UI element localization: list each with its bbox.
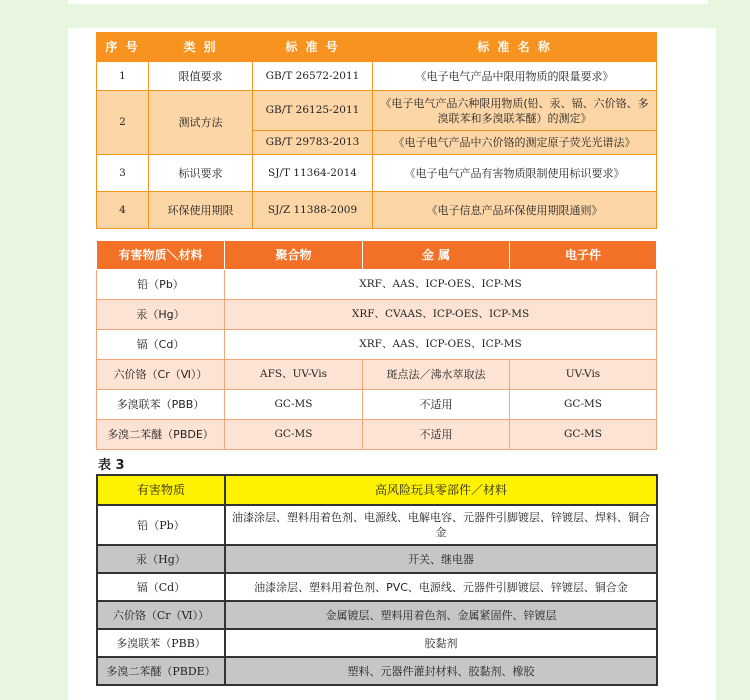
row-parts: 油漆涂层、塑料用着色剂、PVC、电源线、元器件引脚镀层、锌镀层、铜合金 (225, 573, 657, 601)
table3-label: 表 3 (98, 458, 125, 473)
high-risk-parts-table (96, 474, 658, 686)
row-name: 《电子信息产品环保使用期限通则》 (373, 192, 657, 229)
row-parts: 塑料、元器件灌封材料、胶黏剂、橡胶 (225, 657, 657, 685)
row-substance: 六价铬（Cr（Ⅵ）） (97, 360, 225, 390)
page-margin-right (716, 0, 750, 700)
row-standard: GB/T 26572-2011 (253, 62, 373, 91)
table-row (97, 420, 657, 450)
table-row (97, 505, 657, 545)
header-parts: 高风险玩具零部件／材料 (225, 475, 657, 505)
row-category: 环保使用期限 (149, 192, 253, 229)
table-header-row (97, 33, 657, 62)
table-row (97, 573, 657, 601)
page-top-strip (68, 0, 708, 4)
row-substance: 多溴二苯醚（PBDE） (97, 657, 225, 685)
row-electronic: GC-MS (510, 390, 657, 420)
table-row (97, 657, 657, 685)
row-methods: XRF、AAS、ICP-OES、ICP-MS (225, 330, 657, 360)
header-substance: 有害物质 (97, 475, 225, 505)
row-substance: 铅（Pb） (97, 505, 225, 545)
row-electronic: GC-MS (510, 420, 657, 450)
row-methods: XRF、CVAAS、ICP-OES、ICP-MS (225, 300, 657, 330)
table-row (97, 390, 657, 420)
row-parts: 油漆涂层、塑料用着色剂、电源线、电解电容、元器件引脚镀层、锌镀层、焊料、铜合金 (225, 505, 657, 545)
row-polymer: GC-MS (225, 390, 363, 420)
row-standard: SJ/Z 11388-2009 (253, 192, 373, 229)
row-substance: 镉（Cd） (97, 330, 225, 360)
row-metal: 不适用 (363, 420, 510, 450)
test-methods-table (96, 240, 657, 450)
table-row (97, 360, 657, 390)
row-parts: 金属镀层、塑料用着色剂、金属紧固件、锌镀层 (225, 601, 657, 629)
row-category: 测试方法 (149, 91, 253, 155)
table-row (97, 601, 657, 629)
table-header-row (97, 241, 657, 270)
table-row (97, 91, 657, 131)
table-row (97, 300, 657, 330)
header-metal: 金 属 (363, 241, 510, 270)
header-substance: 有害物质＼材料 (97, 241, 225, 270)
header-category: 类 别 (149, 33, 253, 62)
table-row (97, 62, 657, 91)
row-substance: 汞（Hg） (97, 300, 225, 330)
row-name: 《电子电气产品中六价铬的测定原子荧光光谱法》 (373, 131, 657, 155)
row-substance: 镉（Cd） (97, 573, 225, 601)
row-parts: 胶黏剂 (225, 629, 657, 657)
header-electronic: 电子件 (510, 241, 657, 270)
row-standard: GB/T 26125-2011 (253, 91, 373, 131)
header-no: 序 号 (97, 33, 149, 62)
table-row (97, 270, 657, 300)
row-substance: 铅（Pb） (97, 270, 225, 300)
row-substance: 多溴联苯（PBB） (97, 390, 225, 420)
row-substance: 六价铬（Cr（Ⅵ）） (97, 601, 225, 629)
standards-table (96, 32, 657, 229)
row-polymer: GC-MS (225, 420, 363, 450)
row-methods: XRF、AAS、ICP-OES、ICP-MS (225, 270, 657, 300)
row-name: 《电子电气产品中限用物质的限量要求》 (373, 62, 657, 91)
table-row (97, 155, 657, 192)
row-standard: SJ/T 11364-2014 (253, 155, 373, 192)
row-no: 3 (97, 155, 149, 192)
row-substance: 多溴联苯（PBB） (97, 629, 225, 657)
row-category: 标识要求 (149, 155, 253, 192)
row-metal: 不适用 (363, 390, 510, 420)
page-margin-top (68, 0, 716, 28)
row-substance: 多溴二苯醚（PBDE） (97, 420, 225, 450)
page-margin-left (0, 0, 68, 700)
row-name: 《电子电气产品有害物质限制使用标识要求》 (373, 155, 657, 192)
table-row (97, 629, 657, 657)
table-row (97, 330, 657, 360)
row-metal: 斑点法／沸水萃取法 (363, 360, 510, 390)
header-name: 标 准 名 称 (373, 33, 657, 62)
row-parts: 开关、继电器 (225, 545, 657, 573)
row-no: 2 (97, 91, 149, 155)
row-polymer: AFS、UV-Vis (225, 360, 363, 390)
row-standard: GB/T 29783-2013 (253, 131, 373, 155)
table-row (97, 545, 657, 573)
header-polymer: 聚合物 (225, 241, 363, 270)
table-row (97, 192, 657, 229)
row-no: 1 (97, 62, 149, 91)
row-electronic: UV-Vis (510, 360, 657, 390)
row-name: 《电子电气产品六种限用物质(铅、汞、镉、六价铬、多溴联苯和多溴联苯醚）的测定》 (373, 91, 657, 131)
row-no: 4 (97, 192, 149, 229)
row-substance: 汞（Hg） (97, 545, 225, 573)
row-category: 限值要求 (149, 62, 253, 91)
table-header-row (97, 475, 657, 505)
header-standard: 标 准 号 (253, 33, 373, 62)
